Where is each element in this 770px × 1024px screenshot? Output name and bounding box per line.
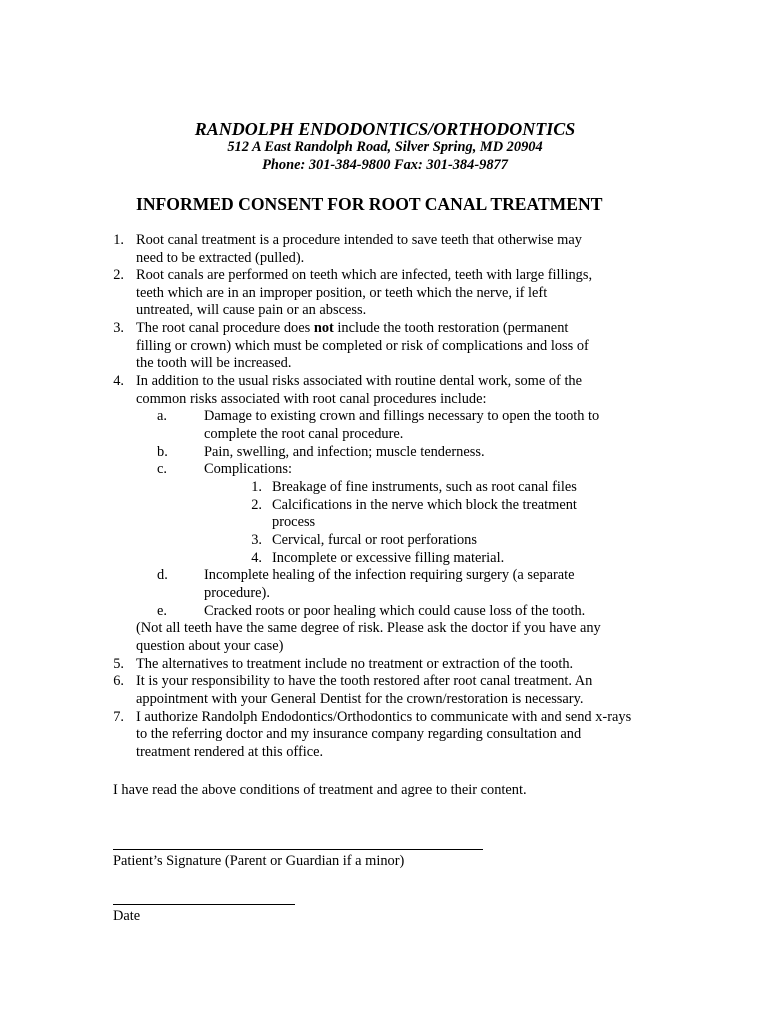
item-text: The alternatives to treatment include no treatment or extraction of the tooth. — [136, 656, 574, 672]
signature-line[interactable] — [113, 849, 483, 850]
risk-text: Damage to existing crown and fillings necessary to open the tooth to — [204, 408, 600, 424]
item-number: 5. — [113, 656, 124, 672]
item-text: untreated, will cause pain or an abscess. — [136, 302, 367, 318]
date-line[interactable] — [113, 904, 295, 905]
risk-note: question about your case) — [136, 638, 284, 654]
item-text: teeth which are in an improper position, or teeth which the nerve, if left — [136, 285, 548, 301]
item-text: the tooth will be increased. — [136, 355, 292, 371]
practice-name: RANDOLPH ENDODONTICS/ORTHODONTICS — [194, 119, 576, 139]
complication-text: Cervical, furcal or root perforations — [272, 532, 477, 548]
complication-number: 4. — [251, 550, 262, 566]
risk-letter: a. — [157, 408, 167, 424]
item-text: filling or crown) which must be completed or risk of complications and loss of — [136, 338, 589, 354]
complication-number: 2. — [251, 497, 262, 513]
risk-text: Cracked roots or poor healing which could cause loss of the tooth. — [204, 603, 586, 619]
item-text: need to be extracted (pulled). — [136, 250, 305, 266]
complication-text: process — [272, 514, 316, 530]
risk-text: complete the root canal procedure. — [204, 426, 404, 442]
item-text: I authorize Randolph Endodontics/Orthodontics to communicate with and send x-rays — [136, 709, 632, 725]
risk-text: Incomplete healing of the infection requiring surgery (a separate — [204, 567, 575, 583]
risk-letter: b. — [157, 444, 168, 460]
risk-letter: c. — [157, 461, 167, 477]
item-text-part: include the tooth restoration (permanent — [333, 320, 569, 336]
practice-contact: Phone: 301-384-9800 Fax: 301-384-9877 — [262, 157, 508, 173]
item-text: to the referring doctor and my insurance company regarding consultation and — [136, 726, 582, 742]
complication-text: Breakage of fine instruments, such as root canal files — [272, 479, 577, 495]
item-text: Root canal treatment is a procedure intended to save teeth that otherwise may — [136, 232, 582, 248]
item-text: Root canals are performed on teeth which are infected, teeth with large fillings, — [136, 267, 593, 283]
risk-letter: d. — [157, 567, 168, 583]
item-number: 2. — [113, 267, 124, 283]
item-number: 4. — [113, 373, 124, 389]
complication-number: 3. — [251, 532, 262, 548]
item-number: 7. — [113, 709, 124, 725]
date-label: Date — [113, 908, 141, 924]
complication-text: Calcifications in the nerve which block the treatment — [272, 497, 577, 513]
item-text: It is your responsibility to have the tooth restored after root canal treatment. An — [136, 673, 593, 689]
agreement-statement: I have read the above conditions of treatment and agree to their content. — [113, 782, 527, 798]
item-text-part: The root canal procedure does — [136, 320, 314, 336]
risk-text: Pain, swelling, and infection; muscle tenderness. — [204, 444, 485, 460]
practice-address: 512 A East Randolph Road, Silver Spring, MD 20904 — [227, 139, 543, 155]
item-text: In addition to the usual risks associated with routine dental work, some of the — [136, 373, 583, 389]
emphasis-not: not — [313, 320, 334, 336]
risk-text: procedure). — [204, 585, 270, 601]
signature-label: Patient’s Signature (Parent or Guardian if a minor) — [113, 853, 405, 869]
item-text: common risks associated with root canal procedures include: — [136, 391, 487, 407]
item-text: appointment with your General Dentist for the crown/restoration is necessary. — [136, 691, 584, 707]
item-number: 3. — [113, 320, 124, 336]
item-text: treatment rendered at this office. — [136, 744, 324, 760]
item-number: 1. — [113, 232, 124, 248]
item-text — [136, 320, 568, 338]
item-number: 6. — [113, 673, 124, 689]
risk-note: (Not all teeth have the same degree of risk. Please ask the doctor if you have any — [136, 620, 601, 636]
complication-number: 1. — [251, 479, 262, 495]
form-title: INFORMED CONSENT FOR ROOT CANAL TREATMENT — [136, 194, 603, 214]
risk-text: Complications: — [204, 461, 292, 477]
complication-text: Incomplete or excessive filling material. — [272, 550, 505, 566]
risk-letter: e. — [157, 603, 167, 619]
